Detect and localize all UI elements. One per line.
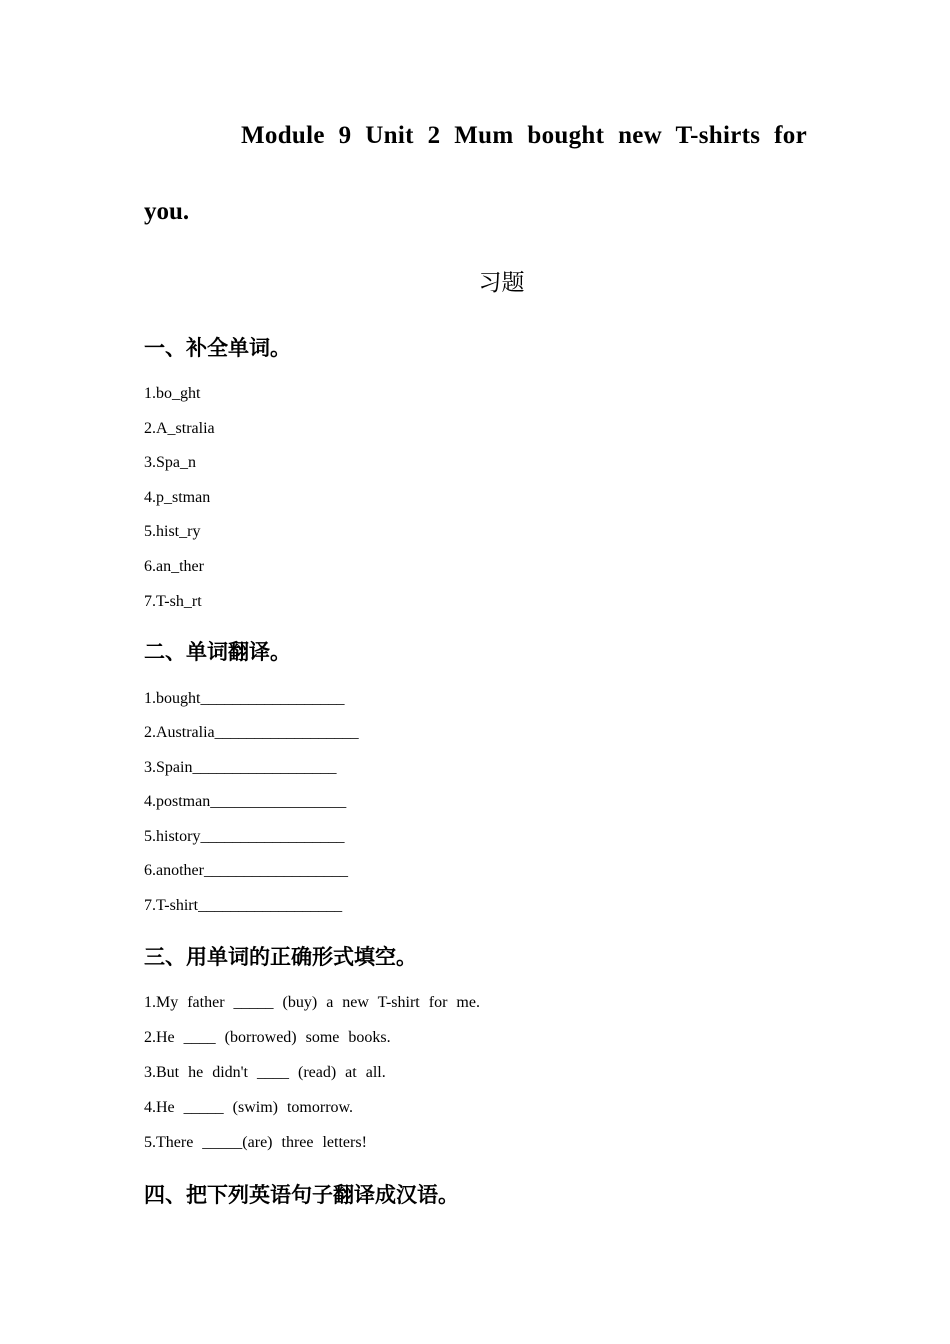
section-3-heading: 三、用单词的正确形式填空。	[144, 945, 417, 969]
section-1-item: 3.Spa_n	[144, 454, 196, 471]
section-1-item: 7.T-sh_rt	[144, 593, 202, 610]
section-4-heading: 四、把下列英语句子翻译成汉语。	[144, 1183, 459, 1207]
section-2-item: 1.bought__________________	[144, 690, 345, 707]
section-2-item: 4.postman_________________	[144, 793, 347, 810]
document-subtitle: 习题	[478, 270, 525, 296]
section-1-item: 1.bo_ght	[144, 385, 201, 402]
section-2-heading: 二、单词翻译。	[144, 640, 291, 664]
section-2-item: 5.history__________________	[144, 828, 345, 845]
section-1-item: 4.p_stman	[144, 489, 211, 506]
section-3-item: 1.My father _____ (buy) a new T-shirt for me.	[144, 994, 480, 1011]
section-1-item: 2.A_stralia	[144, 420, 215, 437]
section-2-item: 2.Australia__________________	[144, 724, 359, 741]
section-3-item: 2.He ____ (borrowed) some books.	[144, 1029, 391, 1046]
section-3-item: 4.He _____ (swim) tomorrow.	[144, 1099, 354, 1116]
section-3-item: 3.But he didn't ____ (read) at all.	[144, 1064, 386, 1081]
document-title-line-1: Module 9 Unit 2 Mum bought new T-shirts for	[241, 122, 807, 149]
section-1-item: 6.an_ther	[144, 558, 204, 575]
section-2-item: 6.another__________________	[144, 862, 348, 879]
section-1-heading: 一、补全单词。	[144, 336, 291, 360]
document-title-line-2: you.	[144, 198, 190, 225]
section-2-item: 3.Spain__________________	[144, 759, 337, 776]
section-1-item: 5.hist_ry	[144, 523, 201, 540]
section-2-item: 7.T-shirt__________________	[144, 897, 343, 914]
section-3-item: 5.There _____(are) three letters!	[144, 1134, 367, 1151]
